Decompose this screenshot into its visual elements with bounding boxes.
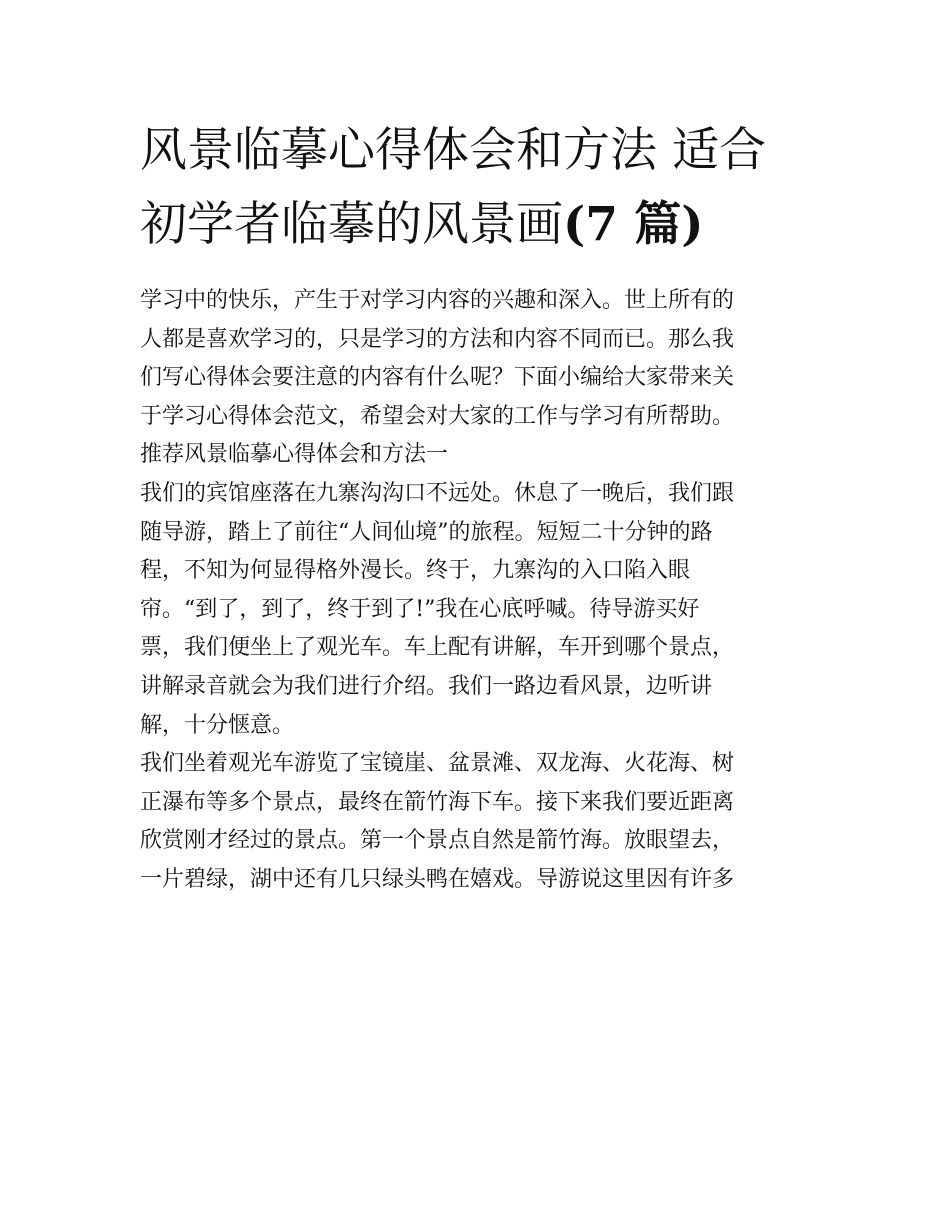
body-line: 程，不知为何显得格外漫长。终于，九寨沟的入口陷入眼 [140, 558, 691, 584]
body-line: 们写心得体会要注意的内容有什么呢？下面小编给大家带来关 [140, 365, 735, 391]
body-line: 票，我们便坐上了观光车。车上配有讲解，车开到哪个景点， [140, 635, 735, 661]
body-line: 欣赏刚才经过的景点。第一个景点自然是箭竹海。放眼望去， [140, 828, 735, 854]
body-line: 正瀑布等多个景点，最终在箭竹海下车。接下来我们要近距离 [140, 789, 735, 815]
document-body [140, 282, 820, 900]
body-line: 帘。“到了，到了，终于到了!”我在心底呼喊。待导游买好 [140, 596, 700, 622]
body-line: 人都是喜欢学习的，只是学习的方法和内容不同而已。那么我 [140, 326, 735, 352]
title-line-1: 风景临摹心得体会和方法 适合 [140, 123, 766, 178]
body-line: 学习中的快乐，产生于对学习内容的兴趣和深入。世上所有的 [140, 288, 735, 313]
title-line-2-count: (7 篇) [563, 197, 704, 252]
title-line-2 [140, 188, 820, 262]
body-line: 于学习心得体会范文，希望会对大家的工作与学习有所帮助。 [140, 403, 735, 429]
body-line: 我们的宾馆座落在九寨沟沟口不远处。休息了一晚后，我们跟 [140, 480, 735, 506]
document-title [140, 114, 820, 262]
body-line: 随导游，踏上了前往“人间仙境”的旅程。短短二十分钟的路 [140, 519, 713, 545]
body-line: 解，十分惬意。 [140, 712, 295, 738]
section-heading: 推荐风景临摹心得体会和方法一 [140, 442, 449, 468]
body-line: 我们坐着观光车游览了宝镜崖、盆景滩、双龙海、火花海、树 [140, 751, 735, 777]
body-line: 讲解录音就会为我们进行介绍。我们一路边看风景，边听讲 [140, 673, 713, 699]
title-line-2-text: 初学者临摹的风景画 [140, 197, 563, 252]
body-line: 一片碧绿，湖中还有几只绿头鸭在嬉戏。导游说这里因有许多 [140, 866, 735, 892]
